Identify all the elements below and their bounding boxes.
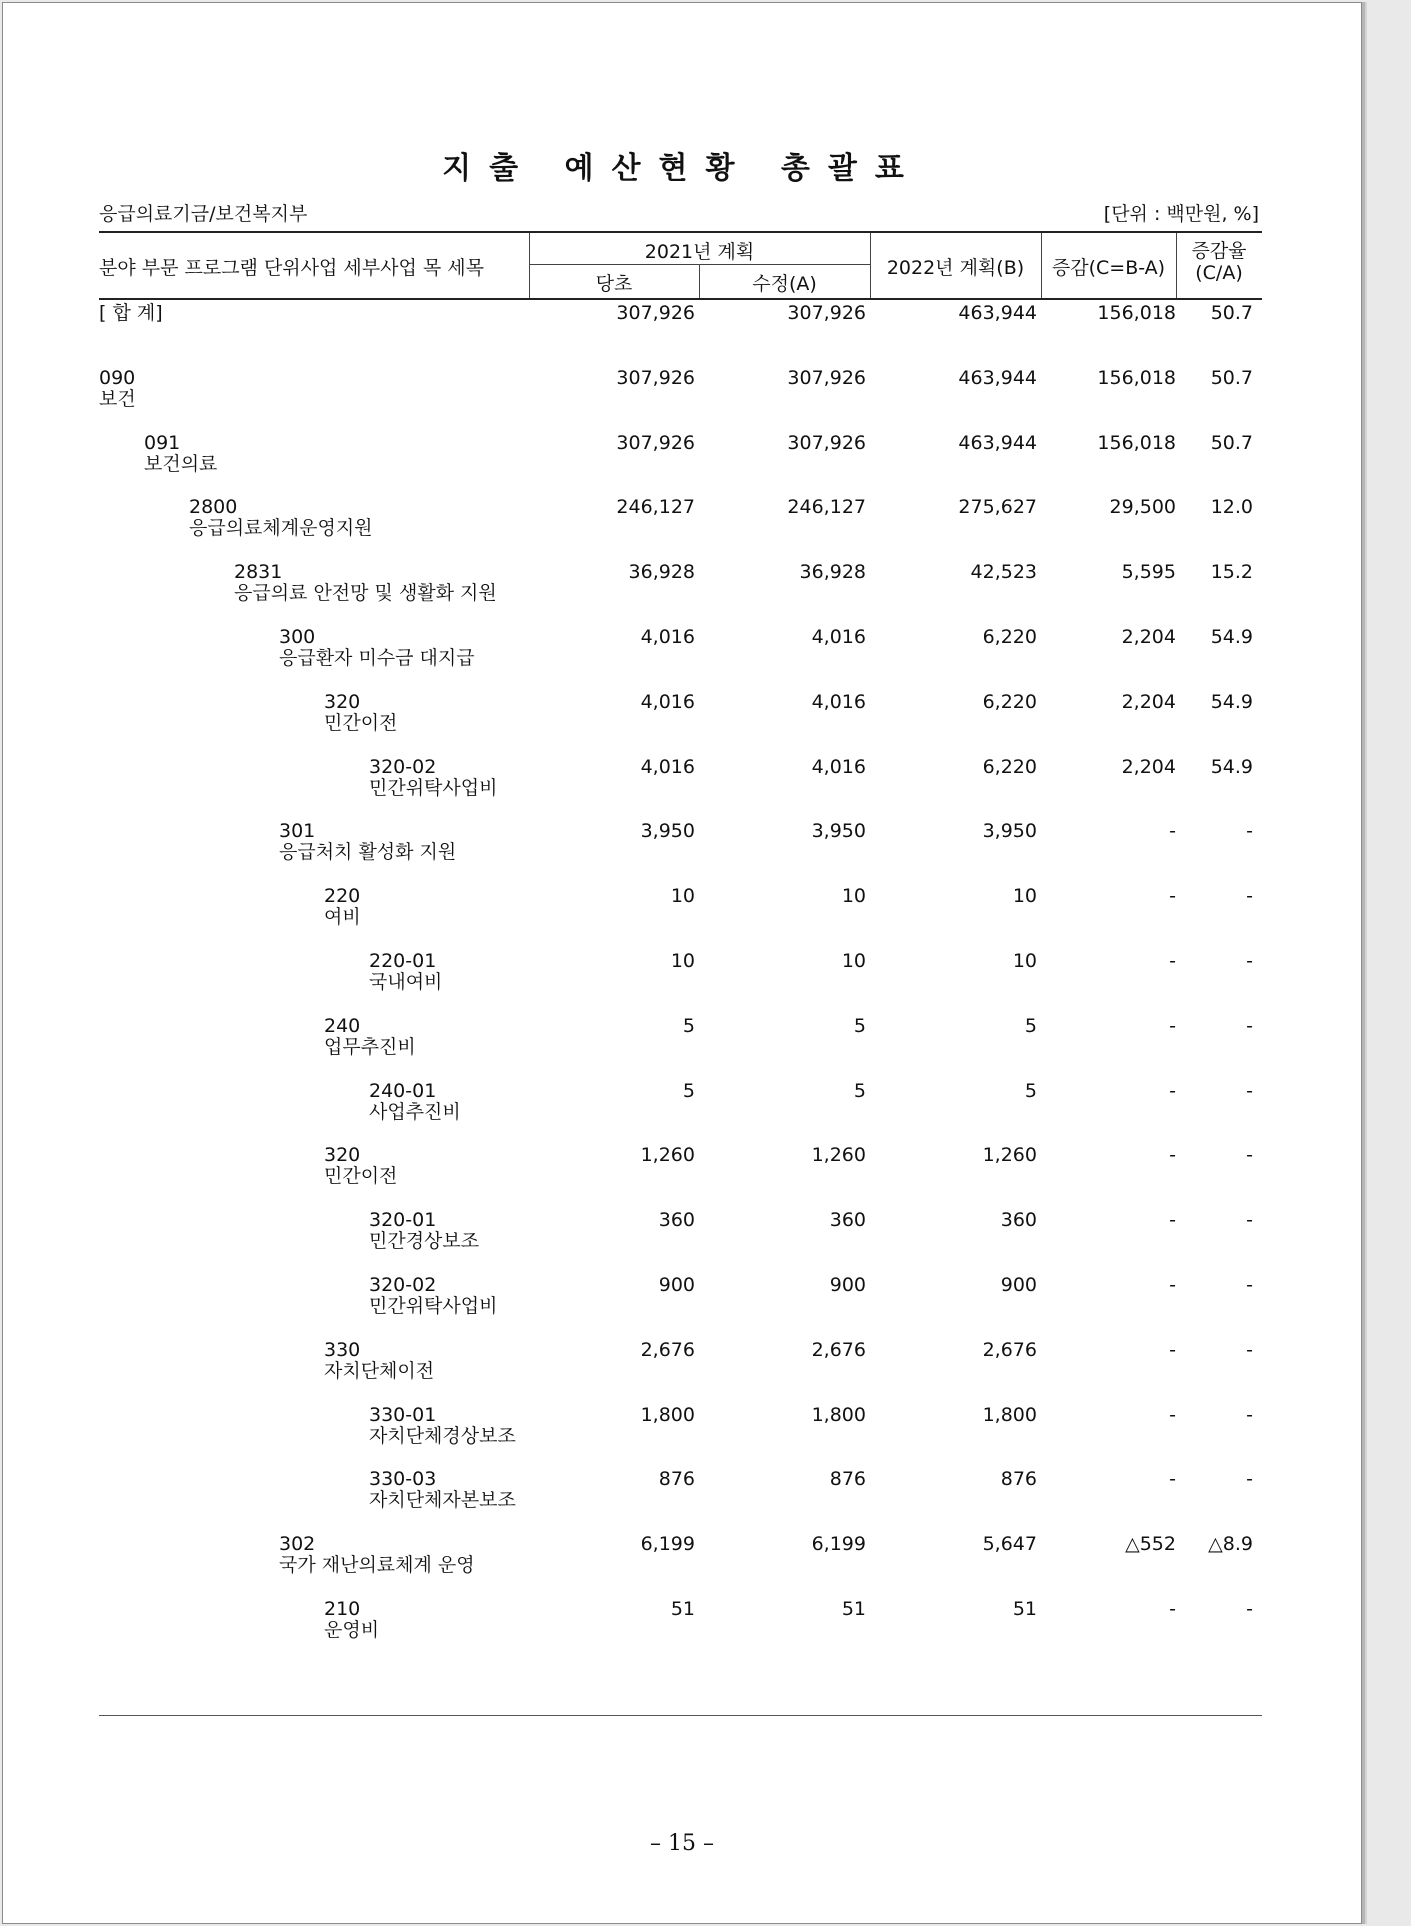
value-revised: 4,016 [811,755,866,778]
value-revised: 876 [829,1468,866,1491]
row-name: 응급의료체계운영지원 [189,517,373,540]
value-rate: - [1246,1014,1253,1037]
header-rate [1176,240,1262,284]
table-row [99,821,1262,877]
row-name: 민간경상보조 [369,1230,480,1253]
table-row [99,1145,1262,1201]
value-rate: - [1246,820,1253,843]
value-revised: 3,950 [811,820,866,843]
value-initial: 1,260 [640,1144,695,1167]
value-revised: 900 [829,1274,866,1296]
value-plan2022: 6,220 [982,755,1037,778]
table-row [99,1405,1262,1461]
value-change: △552 [1125,1533,1176,1556]
value-initial: 307,926 [616,431,695,454]
value-plan2022: 5 [1024,1079,1037,1102]
value-initial: 51 [670,1598,695,1620]
value-plan2022: 275,627 [958,496,1037,519]
value-initial: 1,800 [640,1403,695,1426]
value-rate: - [1246,885,1253,908]
header-rate-line2: (C/A) [1195,262,1243,284]
row-code: 220-01 [369,950,437,972]
row-code: 2831 [234,561,283,584]
value-initial: 5 [682,1079,695,1102]
value-initial: 5 [682,1014,695,1037]
row-name: 운영비 [324,1619,380,1641]
value-change: 156,018 [1097,366,1176,389]
table-row [99,692,1262,748]
value-initial: 36,928 [628,561,695,584]
row-code: 220 [324,885,361,908]
value-rate: 54.9 [1210,626,1253,648]
row-name: 보건 [99,387,136,410]
value-initial: 10 [670,885,695,908]
value-initial: 6,199 [640,1533,695,1556]
row-label [234,562,497,604]
table-row [99,757,1262,813]
value-change: - [1169,1403,1176,1426]
value-change: 156,018 [1097,302,1176,324]
value-plan2022: 42,523 [970,561,1037,584]
value-plan2022: 6,220 [982,690,1037,713]
row-label [369,1405,516,1447]
value-change: 2,204 [1121,755,1176,778]
value-rate: - [1246,1468,1253,1491]
value-plan2022: 1,260 [982,1144,1037,1167]
value-change: - [1169,950,1176,972]
value-rate: - [1246,1209,1253,1232]
row-label [279,821,456,863]
row-name: 민간이전 [324,1165,398,1188]
row-code: 320 [324,690,361,713]
table-row [99,1340,1262,1396]
row-code: 330 [324,1338,361,1361]
value-revised: 246,127 [787,496,866,519]
unit-label: [단위 : 백만원, %] [1103,203,1259,225]
header-plan2021: 2021년 계획 [644,241,755,263]
row-label [369,1275,497,1317]
row-label [279,1534,475,1576]
row-name: 보건의료 [144,452,218,475]
value-revised: 5 [853,1079,866,1102]
header-plan2022: 2022년 계획(B) [886,257,1025,279]
table-row [99,886,1262,942]
value-change: - [1169,1338,1176,1361]
row-label [369,951,442,993]
row-label [324,692,397,734]
row-name: 응급환자 미수금 대지급 [279,647,475,669]
value-change: 2,204 [1121,626,1176,648]
row-code: 330-03 [369,1468,437,1491]
table-row [99,1081,1262,1137]
row-label [369,757,497,799]
value-change: - [1169,820,1176,843]
value-change: - [1169,1274,1176,1296]
value-revised: 307,926 [787,366,866,389]
value-revised: 360 [829,1209,866,1232]
row-label [324,1599,379,1641]
header-classification: 분야 부문 프로그램 단위사업 세부사업 목 세목 [99,257,484,279]
table-bottom-rule [99,1715,1262,1716]
value-revised: 1,800 [811,1403,866,1426]
value-plan2022: 5 [1024,1014,1037,1037]
value-rate: - [1246,1079,1253,1102]
value-plan2022: 1,800 [982,1403,1037,1426]
value-change: - [1169,1144,1176,1167]
value-plan2022: 360 [1000,1209,1037,1232]
row-label [324,1340,434,1382]
row-code: 240 [324,1014,361,1037]
value-rate: - [1246,1598,1253,1620]
row-label [324,1145,397,1187]
value-plan2022: 3,950 [982,820,1037,843]
row-code: 302 [279,1533,316,1556]
value-initial: 10 [670,950,695,972]
table-row [99,562,1262,618]
value-change: 29,500 [1109,496,1176,519]
value-initial: 900 [658,1274,695,1296]
document-page [2,2,1362,1924]
row-code: 091 [144,431,181,454]
row-label [369,1469,516,1511]
row-name: 국가 재난의료체계 운영 [279,1554,475,1577]
value-change: - [1169,1014,1176,1037]
value-plan2022: 10 [1012,950,1037,972]
value-change: - [1169,885,1176,908]
value-plan2022: 876 [1000,1468,1037,1491]
table-row [99,303,1262,359]
row-name: 민간위탁사업비 [369,776,498,799]
header-initial: 당초 [595,273,633,295]
value-revised: 10 [841,950,866,972]
table-row [99,1210,1262,1266]
table-row [99,1599,1262,1655]
row-name: 자치단체자본보조 [369,1489,516,1512]
value-rate: - [1246,950,1253,972]
page-title: 지출 예산현황 총괄표 [442,151,922,186]
value-change: 2,204 [1121,690,1176,713]
row-code: 240-01 [369,1079,437,1102]
row-code: 090 [99,366,136,389]
value-rate: 54.9 [1210,755,1253,778]
table-row [99,627,1262,683]
value-change: - [1169,1209,1176,1232]
value-plan2022: 463,944 [958,366,1037,389]
row-name: 국내여비 [369,971,443,993]
value-initial: 246,127 [616,496,695,519]
row-name: 자치단체이전 [324,1359,435,1382]
row-code: 210 [324,1598,361,1620]
table-row [99,368,1262,424]
row-label [99,368,136,410]
value-revised: 307,926 [787,431,866,454]
row-label [189,497,373,539]
row-name: 응급의료 안전망 및 생활화 지원 [234,582,497,605]
value-plan2022: 51 [1012,1598,1037,1620]
value-revised: 10 [841,885,866,908]
row-name: 업무추진비 [324,1035,416,1058]
value-rate: △8.9 [1208,1533,1253,1556]
value-rate: 50.7 [1210,302,1253,324]
row-code: 330-01 [369,1403,437,1426]
row-name: 자치단체경상보조 [369,1424,516,1447]
row-label [369,1081,461,1123]
row-code: 320-01 [369,1209,437,1232]
table-row [99,1534,1262,1590]
value-change: - [1169,1468,1176,1491]
value-plan2022: 2,676 [982,1338,1037,1361]
value-initial: 2,676 [640,1338,695,1361]
value-change: 5,595 [1121,561,1176,584]
value-revised: 36,928 [799,561,866,584]
value-rate: 54.9 [1210,690,1253,713]
value-rate: - [1246,1403,1253,1426]
row-name: 민간위탁사업비 [369,1295,498,1317]
value-revised: 6,199 [811,1533,866,1556]
page-number: – 15 – [650,1831,714,1856]
row-name: 응급처치 활성화 지원 [279,841,457,864]
row-label [369,1210,479,1252]
table-row [99,1275,1262,1331]
value-initial: 3,950 [640,820,695,843]
organization-label: 응급의료기금/보건복지부 [99,203,308,225]
value-plan2022: 900 [1000,1274,1037,1296]
header-rate-line1: 증감율 [1191,240,1247,262]
row-label [99,303,163,324]
value-initial: 307,926 [616,366,695,389]
value-change: - [1169,1598,1176,1620]
row-label [144,433,217,475]
table-header [99,231,1262,300]
value-revised: 5 [853,1014,866,1037]
table-row [99,1016,1262,1072]
row-code: 300 [279,626,316,648]
header-revised: 수정(A) [752,273,817,295]
value-change: - [1169,1079,1176,1102]
value-initial: 4,016 [640,755,695,778]
value-revised: 51 [841,1598,866,1620]
row-code: 320 [324,1144,361,1167]
row-label [324,1016,416,1058]
row-name: 민간이전 [324,711,398,734]
row-name: 사업추진비 [369,1100,461,1123]
table-row [99,433,1262,489]
value-rate: - [1246,1144,1253,1167]
value-revised: 4,016 [811,690,866,713]
row-code: 301 [279,820,316,843]
header-change: 증감(C=B-A) [1051,257,1166,279]
table-row [99,1469,1262,1525]
value-revised: 1,260 [811,1144,866,1167]
row-label [279,627,475,669]
value-rate: 50.7 [1210,366,1253,389]
value-initial: 876 [658,1468,695,1491]
row-name: 여비 [324,906,361,929]
table-row [99,497,1262,553]
value-revised: 4,016 [811,626,866,648]
row-label [324,886,361,928]
row-code: 2800 [189,496,238,519]
row-code: 320-02 [369,1274,437,1296]
value-rate: 12.0 [1210,496,1253,519]
value-plan2022: 6,220 [982,626,1037,648]
value-initial: 4,016 [640,626,695,648]
value-rate: 50.7 [1210,431,1253,454]
value-initial: 4,016 [640,690,695,713]
value-revised: 307,926 [787,302,866,324]
row-code: 320-02 [369,755,437,778]
value-change: 156,018 [1097,431,1176,454]
value-plan2022: 463,944 [958,302,1037,324]
value-initial: 360 [658,1209,695,1232]
value-rate: 15.2 [1210,561,1253,584]
value-rate: - [1246,1338,1253,1361]
table-row [99,951,1262,1007]
row-code: [ 합 계] [99,302,163,324]
value-initial: 307,926 [616,302,695,324]
value-plan2022: 5,647 [982,1533,1037,1556]
value-rate: - [1246,1274,1253,1296]
value-plan2022: 10 [1012,885,1037,908]
value-plan2022: 463,944 [958,431,1037,454]
value-revised: 2,676 [811,1338,866,1361]
